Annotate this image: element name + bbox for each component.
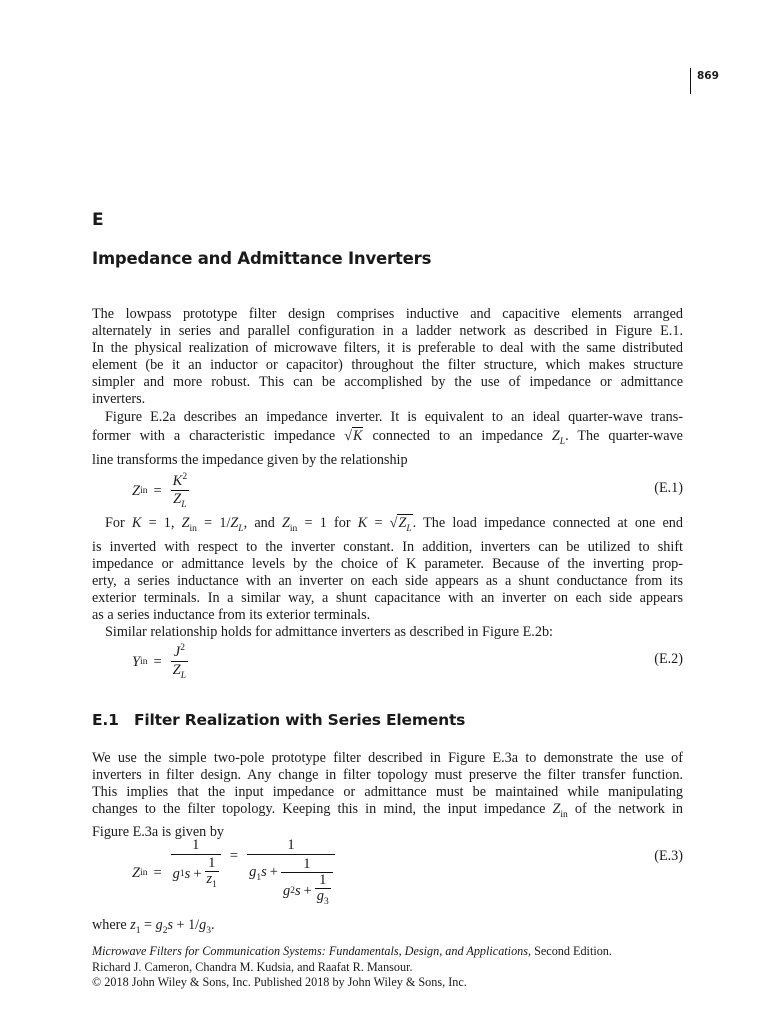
text-line: is inverted with respect to the inverter constant. In addition, inverters can be utilized to shift xyxy=(92,538,683,555)
math-sub: 1 xyxy=(135,925,141,936)
equation-label-e2: (E.2) xyxy=(654,651,683,667)
section-heading xyxy=(92,711,465,729)
fraction xyxy=(171,641,188,684)
equation-label-e3: (E.3) xyxy=(654,848,683,864)
text-line: For K = 1, $Z_{in} = 1/Z_L$, and $Z_{in} = 1$ for $K = √Z_L$. The load impedance connected at one end xyxy=(105,515,683,534)
fraction-first: 1 g 1 s + $\frac{1}{z_1}$ xyxy=(171,838,221,892)
where-line xyxy=(92,917,683,940)
sqrt-zl xyxy=(397,514,412,534)
eq-lhs: Y xyxy=(132,653,141,670)
text-fragment: = xyxy=(140,917,156,933)
footer-line-title xyxy=(92,944,712,960)
eq-g-sub: 1 xyxy=(179,868,185,879)
text-line: Similar relationship holds for admittance inverters as described in Figure E.2b: xyxy=(105,623,553,640)
math-sub: L xyxy=(559,436,566,447)
eq-one: 1 xyxy=(287,837,295,853)
math-g: g xyxy=(199,917,207,933)
math-sub: 3 xyxy=(206,925,211,936)
math-s: s xyxy=(167,917,173,933)
text-fragment: = 1, xyxy=(141,515,182,531)
text-line: inverters in filter design. Any change in filter topology must preserve the filter transfer function. xyxy=(92,767,683,783)
text-line: Figure E.2a describes an impedance inverter. It is equivalent to an ideal quarter-wave trans- xyxy=(105,409,683,425)
footer-line-authors: Richard J. Cameron, Chandra M. Kudsia, and Raafat R. Mansour. xyxy=(92,959,413,974)
text-line: impedance or admittance levels by the choice of K parameter. Because of the inverting prop- xyxy=(92,555,683,572)
math-z: Z xyxy=(552,801,561,817)
footer-citation xyxy=(92,944,712,991)
section-title: Filter Realization with Series Elements xyxy=(134,711,466,729)
text-line: Figure E.3a is given by xyxy=(92,823,225,840)
eq-lhs-sub: in xyxy=(140,868,148,879)
eq-g: g xyxy=(249,864,257,880)
paragraph-series-elements xyxy=(92,750,683,841)
text-line: element (be it an inductor or capacitor) throughout the filter structure, which makes structure xyxy=(92,357,683,373)
text-fragment: = 1 for xyxy=(297,515,358,531)
eq-den: Z xyxy=(172,661,181,678)
chapter-title: Impedance and Admittance Inverters xyxy=(92,249,432,268)
text-line: former with a characteristic impedance √K connected to an impedance $Z_L$. The quarter-wave xyxy=(92,428,683,447)
eq-den-sub: L xyxy=(181,499,187,510)
eq-g: g xyxy=(172,865,180,882)
eq-num-sup: 2 xyxy=(182,472,188,482)
math-sub: L xyxy=(406,523,412,534)
eq-z-sub: 1 xyxy=(212,879,217,890)
book-title: Microwave Filters for Communication Systems: Fundamentals, Design, and Applications, xyxy=(92,944,532,958)
paragraph-intro xyxy=(92,306,683,408)
eq-lhs-sub: in xyxy=(140,486,148,497)
eq-g-sub: 2 xyxy=(290,886,295,897)
chapter-letter: E xyxy=(92,210,104,230)
equation-e1: Z in = $\frac{K^2}{Z_L}$ xyxy=(132,470,192,513)
eq-lhs-sub: in xyxy=(140,657,148,668)
eq-s: s xyxy=(294,883,301,900)
text-line: simpler and more robust. This can be accomplished by the use of impedance or admittance xyxy=(92,374,683,390)
eq-num: J xyxy=(173,643,181,660)
text-fragment: + 1/ xyxy=(172,917,200,933)
sqrt-k: K xyxy=(353,428,363,444)
math-z: Z xyxy=(230,515,239,531)
text-line: This implies that the input impedance or admittance must be maintained while manipulating xyxy=(92,784,683,800)
text-fragment: = xyxy=(367,515,390,531)
text-fragment: of the network in xyxy=(567,801,683,817)
eq-lhs: Z xyxy=(132,482,141,499)
eq-num: K xyxy=(172,472,183,489)
fraction-second: 1 $g_1s$ + 1 g 2 s + $\frac{1}{g_3}$ xyxy=(247,838,335,909)
math-z: z xyxy=(130,917,136,933)
book-edition: Second Edition. xyxy=(531,944,612,958)
eq-g: g xyxy=(316,888,325,904)
text-line: erty, a series inductance with an inverter on each side appears as a shunt conductance from its xyxy=(92,572,683,589)
text-fragment: . The quarter-wave xyxy=(565,428,683,444)
text-line: exterior terminals. In a similar way, a shunt capacitance with an inverter on each side appears xyxy=(92,589,683,606)
text-line: inverters. xyxy=(92,391,146,407)
math-k: K xyxy=(131,515,142,531)
fraction xyxy=(171,470,189,513)
text-fragment: former with a characteristic impedance xyxy=(92,428,345,444)
text-fragment: , and xyxy=(243,515,283,531)
paragraph-impedance-inverter xyxy=(92,409,683,469)
text-line: as a series inductance from its exterior terminals. xyxy=(92,606,371,623)
math-g: g xyxy=(155,917,163,933)
equation-label-e1: (E.1) xyxy=(654,480,683,496)
eq-g: g xyxy=(282,883,291,900)
text-line: The lowpass prototype filter design comprises inductive and capacitive elements arranged xyxy=(92,306,683,322)
eq-den: Z xyxy=(173,490,182,507)
math-k: K xyxy=(357,515,368,531)
math-sub: L xyxy=(238,523,244,534)
section-number: E.1 xyxy=(92,711,119,729)
text-line: line transforms the impedance given by the relationship xyxy=(92,451,408,468)
page-number: 869 xyxy=(690,68,719,94)
text-fragment: . The load impedance connected at one end xyxy=(412,515,683,531)
eq-num-sup: 2 xyxy=(180,643,185,653)
eq-s: s xyxy=(184,865,191,882)
text-fragment: For xyxy=(105,515,132,531)
text-fragment: . xyxy=(210,917,215,933)
eq-one: 1 xyxy=(192,837,200,853)
inner-fraction: 1 g 2 s + $\frac{1}{g_3}$ xyxy=(281,857,333,909)
footer-line-copyright: © 2018 John Wiley & Sons, Inc. Published 2018 by John Wiley & Sons, Inc. xyxy=(92,975,467,989)
text-line: alternately in series and parallel configuration in a ladder network as described in Figure E.1. xyxy=(92,323,683,339)
eq-one: 1 xyxy=(303,856,311,872)
math-z: Z xyxy=(398,515,407,531)
paragraph-inversion xyxy=(92,514,683,641)
math-sub: in xyxy=(289,523,298,534)
math-z: Z xyxy=(181,515,190,531)
eq-den-sub: L xyxy=(180,670,187,681)
math-z: Z xyxy=(282,515,290,531)
equation-e3: Z in = 1 g 1 s + $\frac{1}{z_1}$ = 1 $g_1s$ + 1 g 2 s + $\frac{1}{g_3}$ xyxy=(132,838,338,909)
math-sub: 2 xyxy=(162,925,168,936)
eq-s: s xyxy=(261,864,267,880)
text-fragment: changes to the filter topology. Keeping this in mind, the input impedance xyxy=(92,801,553,817)
inner-fraction xyxy=(205,857,219,892)
text-line: We use the simple two-pole prototype filter described in Figure E.3a to demonstrate the use of xyxy=(92,750,683,766)
eq-one: 1 xyxy=(319,872,327,888)
equation-e2: Y in = $\frac{J^2}{Z_L}$ xyxy=(132,641,191,684)
math-sub: in xyxy=(189,523,197,534)
math-sub: in xyxy=(560,809,568,820)
text-fragment: where xyxy=(92,917,131,933)
eq-g-sub: 3 xyxy=(324,896,329,907)
innermost-fraction xyxy=(315,874,331,909)
text-line: In the physical realization of microwave filters, it is preferable to deal with the same distributed xyxy=(92,340,683,356)
text-line xyxy=(92,917,683,940)
text-fragment: connected to an impedance xyxy=(363,428,552,444)
text-fragment: = 1/ xyxy=(196,515,231,531)
eq-z: z xyxy=(206,871,213,887)
text-line xyxy=(92,801,683,824)
eq-g-sub: 1 xyxy=(256,872,262,883)
eq-one: 1 xyxy=(208,855,216,871)
math-z: Z xyxy=(551,428,560,444)
eq-lhs: Z xyxy=(132,864,141,881)
